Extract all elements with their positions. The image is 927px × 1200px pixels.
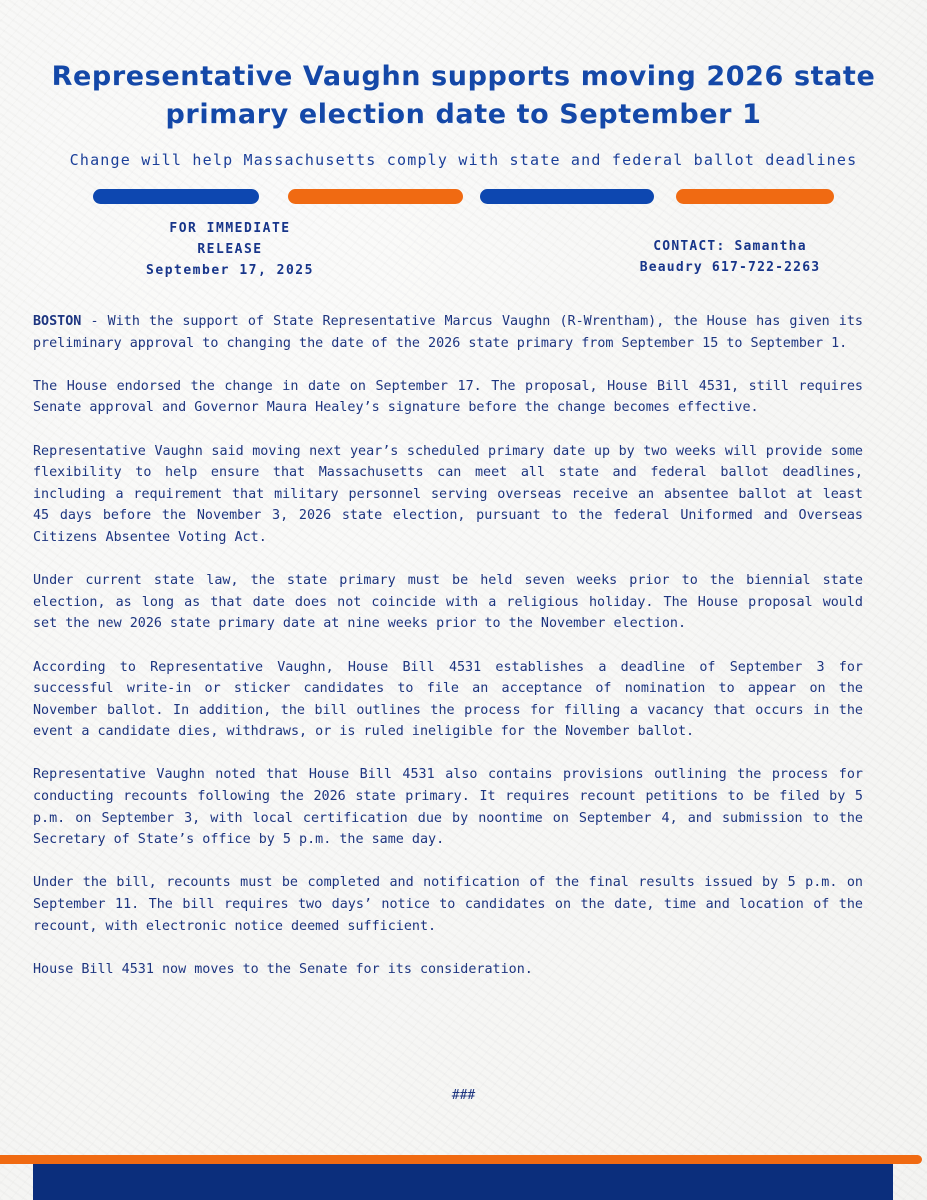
release-line-2: RELEASE: [197, 242, 263, 257]
paragraph-6: Representative Vaughn noted that House Bill 4531 also contains provisions outlining the process for conducting recounts following the 2026 state primary. It requires recount petitions to be filed by 5 p.m. on September 3, with local certification due by noontime on September 4, and submission to the Secretary of State’s office by 5 p.m. the same day.: [33, 767, 863, 848]
press-release-title: Representative Vaughn supports moving 2026 state primary election date to September 1: [51, 61, 876, 130]
divider-bar-orange-2: [676, 189, 834, 204]
footer-orange-line: [0, 1155, 922, 1164]
dateline: BOSTON: [33, 314, 82, 329]
release-info: [120, 218, 340, 281]
divider-bar-blue-2: [480, 189, 654, 204]
divider-bar-orange-1: [288, 189, 463, 204]
contact-info: [610, 236, 850, 278]
paragraph-5: According to Representative Vaughn, House Bill 4531 establishes a deadline of September 3 for successful write-in or sticker candidates to file an acceptance of nomination to appear on the November ballot. In addition, the bill outlines the process for filling a vacancy that occurs in the event a candidate dies, withdraws, or is ruled ineligible for the November ballot.: [33, 659, 863, 740]
press-release-subtitle: Change will help Massachusetts comply with state and federal ballot deadlines: [69, 151, 858, 169]
paragraph-4: Under current state law, the state primary must be held seven weeks prior to the biennial state election, as long as that date does not coincide with a religious holiday. The House proposal would set the new 2026 state primary date at nine weeks prior to the November election.: [33, 573, 863, 632]
release-line-1: FOR IMMEDIATE: [169, 221, 291, 236]
paragraph-1-text: - With the support of State Representative Marcus Vaughn (R-Wrentham), the House has given its preliminary approval to changing the date of the 2026 state primary from September 15 to September 1.: [33, 314, 863, 351]
contact-line-1: CONTACT: Samantha: [653, 239, 807, 254]
divider-bar-blue-1: [93, 189, 259, 204]
end-mark: ###: [451, 1088, 476, 1103]
contact-line-2: Beaudry 617-722-2263: [639, 260, 821, 275]
paragraph-2: The House endorsed the change in date on September 17. The proposal, House Bill 4531, still requires Senate approval and Governor Maura Healey’s signature before the change becomes effective.: [33, 378, 863, 416]
press-release-body: [33, 311, 863, 1002]
paragraph-1: [33, 311, 863, 354]
paragraph-7: Under the bill, recounts must be completed and notification of the final results issued by 5 p.m. on September 11. The bill requires two days’ notice to candidates on the date, time and location of the recount, with electronic notice deemed sufficient.: [33, 875, 863, 934]
paragraph-3: Representative Vaughn said moving next year’s scheduled primary date up by two weeks will provide some flexibility to help ensure that Massachusetts can meet all state and federal ballot deadlines, including a requirement that military personnel serving overseas receive an absentee ballot at least 45 days before the November 3, 2026 state election, pursuant to the federal Uniformed and Overseas Citizens Absentee Voting Act.: [33, 443, 863, 545]
footer-navy-block: [33, 1164, 893, 1200]
paragraph-8: House Bill 4531 now moves to the Senate for its consideration.: [33, 961, 533, 977]
release-date: September 17, 2025: [146, 263, 314, 278]
